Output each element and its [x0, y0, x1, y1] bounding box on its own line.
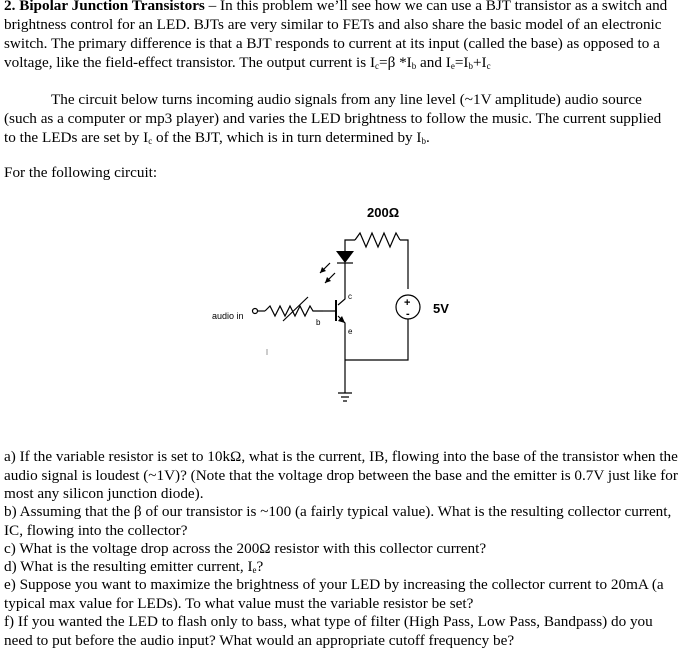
- source-plus-sign: +: [404, 297, 411, 309]
- subscript-c: c: [148, 136, 153, 146]
- collector-label: c: [348, 292, 352, 301]
- base-label: b: [316, 318, 321, 327]
- question-e: e) Suppose you want to maximize the brightness of your LED by increasing the collector current to 20mA (a typical max value for LEDs). To what value must the variable resistor be set?: [4, 576, 664, 612]
- audio-input-label: audio in: [212, 311, 244, 321]
- question-f: f) If you wanted the LED to flash only to bass, what type of filter (High Pass, Low Pass, Bandpass) do you need to put before the audio input? What would an appropriate cutoff frequency be?: [4, 613, 653, 649]
- emitter-label: e: [348, 327, 353, 336]
- source-minus-sign: -: [406, 308, 410, 320]
- circuit-description: The circuit below turns incoming audio signals from any line level (~1V amplitude) audio source (such as a computer or mp3 player) and varies the LED brightness to follow the music. The current supplied to the LEDs are set by $I_c$ of the BJT, which is in turn determined by $I_b$.: [4, 91, 662, 146]
- for-following-circuit: For the following circuit:: [4, 164, 158, 181]
- resistor-label: 200Ω: [367, 205, 400, 220]
- subscript-b: b: [421, 136, 426, 146]
- source-voltage-label: 5V: [433, 301, 449, 316]
- top-right-wire: [400, 240, 408, 289]
- right-wire: [345, 319, 408, 360]
- section-title: 2. Bipolar Junction Transistors: [4, 0, 205, 14]
- question-d: d) What is the resulting emitter current, $I_e$?: [4, 558, 264, 575]
- ground-symbol: [338, 393, 352, 401]
- equation-part: =I: [454, 54, 469, 71]
- subscript-b: b: [468, 61, 473, 71]
- question-b: b) Assuming that the β of our transistor is ~100 (a fairly typical value). What is the resulting collector current, IC, flowing into the collector?: [4, 503, 672, 539]
- equation-part: =β *I: [379, 54, 412, 71]
- description-text: of the BJT, which is in turn determined by I: [152, 129, 422, 146]
- intro-paragraph: [4, 0, 676, 72]
- subscript-e: e: [252, 565, 257, 575]
- question-c: c) What is the voltage drop across the 200Ω resistor with this collector current?: [4, 540, 487, 557]
- bjt-led-circuit-diagram: [0, 195, 681, 455]
- resistor-200-ohm: [355, 233, 400, 247]
- title-dash: –: [204, 0, 221, 14]
- description-text: The circuit below turns incoming audio signals from any line level (~1V amplitude) audio source (such as a computer or mp3 player) and varies the LED brightness to follow the music. The current supplied to the LEDs are set by I: [4, 91, 662, 146]
- subscript-c: c: [375, 61, 379, 71]
- input-terminal: [253, 309, 258, 314]
- collector-wire: [338, 287, 345, 305]
- top-wire: [345, 240, 355, 245]
- equation-and: and I: [416, 54, 451, 71]
- led-icon: [336, 251, 354, 263]
- subscript-e: e: [450, 61, 455, 71]
- intro-text: In this problem we’ll see how we can use a BJT transistor as a switch and brightness control for an LED. BJTs are very similar to FETs and also share the basic model of an electronic switch. The primary difference is that a BJT responds to current at its input (called the base) as opposed to a voltage, like the field-effect transistor. The output current is I: [4, 0, 668, 71]
- subscript-c: c: [486, 61, 491, 71]
- variable-resistor-arrow: [283, 297, 308, 321]
- equation-part: +I: [472, 54, 487, 71]
- subscript-b: b: [411, 61, 417, 71]
- question-a: a) If the variable resistor is set to 10kΩ, what is the current, IB, flowing into the base of the transistor when the audio signal is loudest (~1V)? (Note that the voltage drop between the base and the emitter is 0.7V just like for most any silicon junction diode).: [4, 448, 678, 503]
- emitter-wire: [338, 316, 345, 393]
